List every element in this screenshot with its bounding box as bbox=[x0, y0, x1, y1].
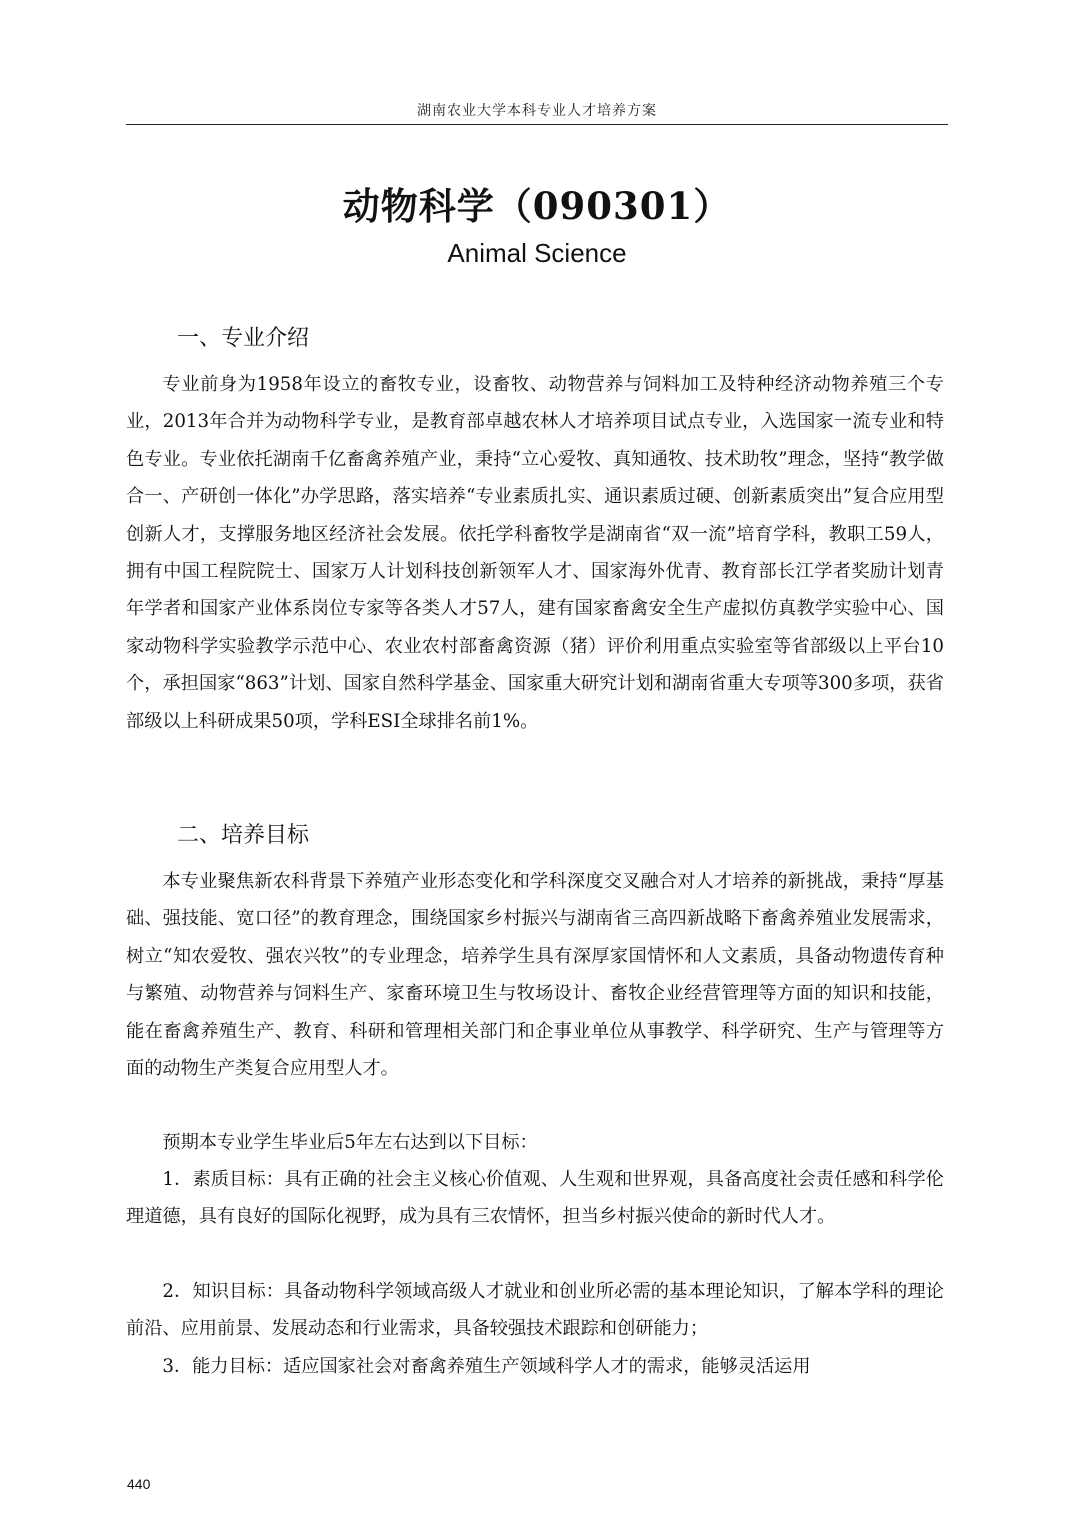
page-number: 440 bbox=[127, 1476, 151, 1492]
goal-item-quality: 1．素质目标：具有正确的社会主义核心价值观、人生观和世界观，具备高度社会责任感和科学伦理道德，具有良好的国际化视野，成为具有三农情怀，担当乡村振兴使命的新时代人才。 bbox=[126, 1169, 944, 1228]
section-heading-goals: 二、培养目标 bbox=[177, 823, 310, 848]
running-header: 湖南农业大学本科专业人才培养方案 bbox=[417, 103, 657, 119]
page-title: 动物科学（090301） bbox=[342, 184, 732, 228]
goal-item-knowledge: 2．知识目标：具备动物科学领域高级人才就业和创业所必需的基本理论知识，了解本学科的理论前沿、应用前景、发展动态和行业需求，具备较强技术跟踪和创研能力； bbox=[126, 1281, 944, 1340]
goals-paragraph: 本专业聚焦新农科背景下养殖产业形态变化和学科深度交叉融合对人才培养的新挑战，秉持“厚基础、强技能、宽口径”的教育理念，围绕国家乡村振兴与湖南省三高四新战略下畜禽养殖业发展需求，树立“知农爱牧、强农兴牧”的专业理念，培养学生具有深厚家国情怀和人文素质，具备动物遗传育种与繁殖、动物营养与饲料生产、家畜环境卫生与牧场设计、畜牧企业经营管理等方面的知识和技能，能在畜禽养殖生产、教育、科研和管理相关部门和企事业单位从事教学、科学研究、生产与管理等方面的动物生产类复合应用型人才。 bbox=[126, 871, 944, 1080]
page-subtitle: Animal Science bbox=[447, 238, 627, 268]
section-heading-intro: 一、专业介绍 bbox=[177, 326, 310, 351]
goal-item-ability: 3．能力目标：适应国家社会对畜禽养殖生产领域科学人才的需求，能够灵活运用 bbox=[162, 1356, 811, 1377]
intro-paragraph: 专业前身为1958年设立的畜牧专业，设畜牧、动物营养与饲料加工及特种经济动物养殖三个专业，2013年合并为动物科学专业，是教育部卓越农林人才培养项目试点专业，入选国家一流专业和特色专业。专业依托湖南千亿畜禽养殖产业，秉持“立心爱牧、真知通牧、技术助牧”理念，坚持“教学做合一、产研创一体化”办学思路，落实培养“专业素质扎实、通识素质过硬、创新素质突出”复合应用型创新人才，支撑服务地区经济社会发展。依托学科畜牧学是湖南省“双一流”培育学科，教职工59人，拥有中国工程院院士、国家万人计划科技创新领军人才、国家海外优青、教育部长江学者奖励计划青年学者和国家产业体系岗位专家等各类人才57人，建有国家畜禽安全生产虚拟仿真教学实验中心、国家动物科学实验教学示范中心、农业农村部畜禽资源（猪）评价利用重点实验室等省部级以上平台10个，承担国家“863”计划、国家自然科学基金、国家重大研究计划和湖南省重大专项等300多项，获省部级以上科研成果50项，学科ESI全球排名前1%。 bbox=[126, 374, 944, 732]
header-rule bbox=[126, 124, 948, 125]
goals-lead-in: 预期本专业学生毕业后5年左右达到以下目标： bbox=[162, 1132, 538, 1153]
